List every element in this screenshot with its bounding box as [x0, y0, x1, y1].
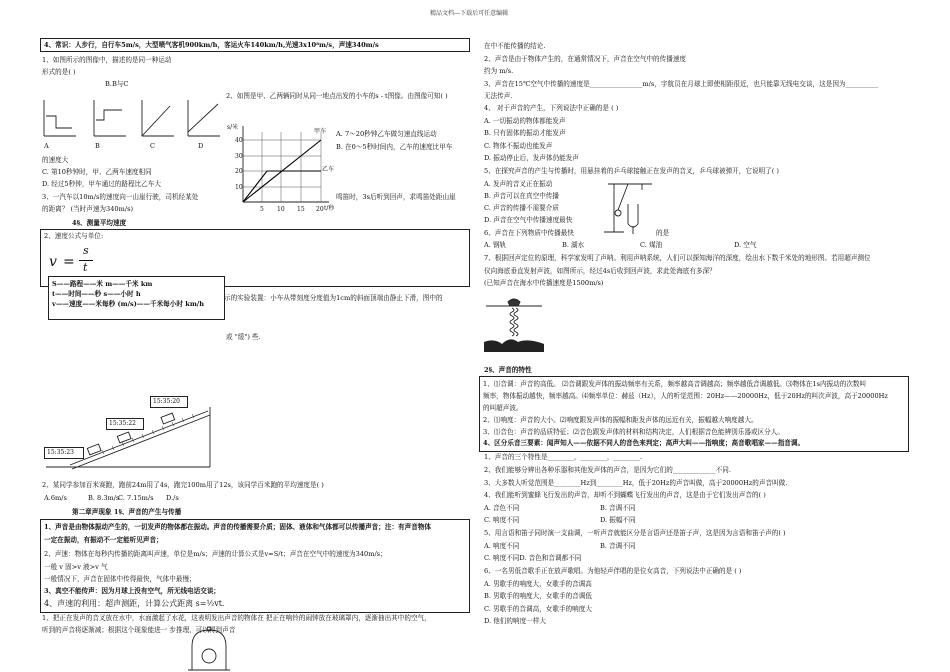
unit-line: v——速度——米每秒 (m/s)——千米每小时 km/h — [52, 300, 205, 308]
option-d: D. 声音在空气中传播速度最快 — [484, 216, 573, 224]
option-text: B.B与C — [105, 80, 129, 88]
box-line: 3、真空不能传声：因为月球上没有空气，所无线电话交谈； — [44, 587, 221, 595]
question-text: 4、我们能听到蜜蜂飞行发出的声音，却听不到蝴蝶飞行发出的声音，这是由于它们发出声音的( ) — [484, 491, 766, 499]
option-b-cont: 的速度大 — [42, 156, 69, 164]
clock-start — [150, 396, 188, 408]
option-c: C. 第10秒钟时，甲、乙两车速度相同 — [42, 168, 152, 176]
question-text: 1、声音的三个特性是________，________，________. — [484, 453, 642, 461]
option-a: A. 响度不同 — [484, 542, 520, 550]
box-line: 4、区分乐音三要素：闻声知人——依据不同人的音色来判定；高声大叫——指响度；高音歌唱家——指音调。 — [483, 439, 805, 447]
box-line: 1、⑴音调：声音的高低。 ⑵音调跟发声体的振动频率有关系，频率越高音调越高；频率越低音调越低。⑶物体在1s内振动的次数叫 — [483, 380, 867, 388]
clock-text: 15:35:22 — [109, 420, 136, 427]
option-a: A. 7～20秒钟乙车做匀速直线运动 — [336, 130, 437, 138]
question-text: 的是 — [656, 229, 670, 237]
option-d: D./s — [166, 494, 179, 502]
question-text: 7、根据回声定位的原理，科学家发明了声呐。利用声呐系统，人们可以探知海洋的深度，绘出水下数千米处的地形图。若用超声测位 — [484, 254, 871, 262]
option-a: A. 音色不同 — [484, 504, 520, 512]
question-text: 约为 m/s. — [484, 67, 514, 75]
units-box — [48, 276, 225, 320]
box-line: 频率，物体振动越快，频率越高。⑷频率单位：赫兹（Hz），人的听觉范围：20Hz——20000Hz，低于20Hz的叫次声波，高于20000Hz — [483, 392, 888, 400]
option-cd: C. 响度不同D. 音色和音调都不同 — [484, 554, 582, 562]
option-c: C. 7.15m/s — [118, 494, 154, 502]
option-d: D. 空气 — [734, 241, 757, 249]
question-text: 3、一汽车以10m/s的速度向一山崖行驶，司机经某处 — [42, 193, 199, 201]
graph-label-b: B — [95, 142, 100, 150]
svg-text:10: 10 — [277, 206, 285, 213]
common-knowledge-box — [40, 38, 470, 52]
option-c: C. 物体不振动也能发声 — [484, 142, 553, 150]
option-b: B. 在0～5秒时间内，乙车的速度比甲车 — [336, 143, 453, 151]
option-b: B. 音调不同 — [600, 542, 636, 550]
option-d: D. 振动停止后，发声体仍能发声 — [484, 154, 579, 162]
option-a: A. 男歌手的响度大，女歌手的音调高 — [484, 580, 592, 588]
option-d: D. 振幅不同 — [600, 516, 636, 524]
box-line: 一般情况下，声音在固体中传得最快，气体中最慢； — [44, 575, 196, 583]
question-text: 6、一名男低音歌手正在放声歌唱。为他轻声伴唱的是位女高音，下列说法中正确的是 ( ) — [484, 567, 742, 575]
inclined-plane-figure — [42, 395, 217, 480]
unit-line: S——路程——米 m——千米 km — [52, 280, 153, 288]
option-b: B. 声音可以在真空中传播 — [484, 192, 559, 200]
st-chart — [225, 122, 335, 222]
chart-series-yi: 乙车 — [322, 166, 335, 173]
box-line: 的叫超声波。 — [483, 404, 523, 412]
question-text: 1、如图所示的图像中，描述的是同一种运动 — [42, 56, 172, 64]
question-text: 2、我们能够分辨出各种乐器和其他发声体的声音，是因为它们的_____________不同. — [484, 466, 731, 474]
graph-label-a: A — [44, 142, 49, 150]
question-text: 2、某同学参加百米赛跑，跑前24m用了4s，跑完100m用了12s，该同学百米跑的平均速度是( ) — [42, 481, 324, 489]
svg-text:40: 40 — [235, 137, 243, 144]
formula-s: s — [83, 244, 89, 257]
box-line: 1、声音是由物体振动产生的，一切发声的物体都在振动。声音的传播需要介质；固体、液体和气体都可以传播声音；注：有声音物体 — [44, 523, 432, 531]
formula-v: v — [49, 254, 57, 270]
option-b: B. 8.3m/s — [88, 494, 120, 502]
clock-end — [44, 447, 84, 459]
option-b: B. 音调不同 — [600, 504, 636, 512]
option-b: B. 男歌手的响度大，女歌手的音调低 — [484, 592, 592, 600]
box-line: 一定在振动，有振动不一定能听见声音； — [44, 536, 163, 544]
question-text: 5、用言语和笛子同时演一支曲调，一听声音就能区分是言语声还是笛子声，这是因为言语和笛子声的( ) — [484, 529, 786, 537]
box-line: 2、声速：物体在每秒内传播的距离叫声速，单位是m/s；声速的计算公式是v=S/t；声音在空气中的速度为340m/s； — [44, 550, 387, 558]
svg-text:20: 20 — [316, 206, 324, 213]
question-text: 听到的声音将逐渐减；根据这个现象能进一 步推理，可以得到声音 — [42, 626, 236, 634]
chart-xlabel: t/秒 — [324, 205, 335, 212]
box-line: 3、⑴音色：声音的品质特征；⑵音色跟发声体的材料和结构决定，人们根据音色能辨别乐器或区分人。 — [483, 428, 784, 436]
question-text: 在中不能传播的结论. — [484, 42, 546, 50]
graph-label-c: C — [150, 142, 156, 150]
option-a: A.6m/s — [44, 494, 67, 502]
bell-jar-figure — [186, 626, 232, 672]
question-text: 2、声音是由于物体产生的，在通常情况下，声音在空气中的传播速度 — [484, 55, 687, 63]
sonar-figure — [484, 292, 544, 354]
question-text: 仪向海底垂直发射声波，如图所示，经过4s后收到回声波，求此处海底有多深？ — [484, 267, 716, 275]
question-text: 4、 对于声音的产生，下列说法中正确的是 ( ) — [484, 104, 619, 112]
unit-line: t——时间——秒 s——小时 h — [52, 290, 141, 298]
chapter-title: 第二章声现象 1§、声音的产生与传播 — [72, 508, 182, 516]
section-title: 4§、测量平均速度 — [72, 219, 127, 227]
clock-text: 15:35:23 — [47, 449, 74, 456]
question-text: 形式的是( ) — [42, 68, 76, 76]
clock-mid — [106, 418, 144, 430]
option-a: A. 一切振动的物体都能发声 — [484, 117, 566, 125]
chart-ylabel: s/米 — [227, 124, 239, 131]
formula-t: t — [83, 261, 88, 274]
svg-text:15: 15 — [297, 206, 305, 213]
svg-text:30: 30 — [235, 153, 243, 160]
svg-text:5: 5 — [260, 206, 264, 213]
page-header: 精品文档---下载后可任意编辑 — [430, 10, 509, 17]
experiment-text: 或 "缓") 些. — [226, 333, 261, 341]
question-text: 6、声音在下列物质中传播最快 — [484, 229, 574, 237]
question-text: 1、把正在发声的音叉放在水中，水面激起了水花，这表明发出声音的物体在 把正在响铃的闹钟放在玻璃罩内，逐渐抽出其中的空气， — [42, 614, 431, 622]
question-text: 鸣笛时，3s后听到回声，求鸣笛处距山崖 — [336, 193, 456, 201]
option-a: A. 钢轨 — [484, 241, 507, 249]
option-c: C. 煤油 — [640, 241, 663, 249]
question-text: 的距离？ (当时声速为340m/s) — [42, 205, 134, 213]
box-line: 2、⑴响度：声音的大小。⑵响度跟发声体的振幅和距发声体的远近有关，振幅越大响度越大。 — [483, 416, 758, 424]
svg-text:10: 10 — [235, 184, 243, 191]
common-knowledge-text: 4、常识：人步行，自行车5m/s，大型喷气客机900km/h，客运火车140km/h,光速3x10⁸m/s，声速340m/s — [44, 41, 379, 49]
svg-text:20: 20 — [235, 168, 243, 175]
chart-series-jia: 甲车 — [314, 128, 327, 135]
box-line: 4、声速的利用：超声测距，计算公式距离 s=½vt. — [44, 599, 225, 608]
option-c: C. 声音的传播不需要介质 — [484, 204, 559, 212]
question-text: 无法传声. — [484, 92, 513, 100]
option-a: A. 发声的音叉正在振动 — [484, 180, 553, 188]
question-text: 3、大多数人听觉范围是________Hz到________Hz，低于20Hz的声音叫做，高于20000Hz的声音叫做. — [484, 479, 788, 487]
option-b: B. 湖水 — [562, 241, 585, 249]
sound-characteristics-box — [479, 376, 909, 452]
option-d: D. 他们的响度一样大 — [484, 617, 546, 625]
box-title: 2、速度公式与单位: — [44, 232, 104, 240]
graph-label-d: D — [198, 142, 204, 150]
option-b: B. 只有固体的振动才能发声 — [484, 129, 566, 137]
clock-text: 15:35:20 — [153, 398, 180, 405]
formula-equals: = — [63, 254, 75, 270]
question-text: (已知声音在海水中传播速度是1500m/s) — [484, 279, 604, 287]
question-text: 5、在探究声音的产生与传播时，用悬挂着的乒乓球接触正在发声的音叉，乒乓球被弹开，它说明了( ) — [484, 167, 779, 175]
option-d: D. 经过5秒钟，甲车通过的路程比乙车大 — [42, 180, 161, 188]
tuning-fork-figure — [598, 180, 658, 236]
option-c: C. 响度不同 — [484, 516, 520, 524]
question-text: 3、声音在15℃空气中传播的速度是________________m/s，宇航员在月球上即使相距很近，也只能靠无线电交谈，这是因为__________ — [484, 80, 879, 88]
question-text: 2、如图是甲、乙两辆同时从同一地点出发的小车的s - t图像。由图像可知( ) — [226, 92, 448, 100]
option-c: C. 男歌手的音调高，女歌手的响度大 — [484, 605, 592, 613]
box-line: 一般 v 固>v 液>v 气 — [44, 563, 108, 571]
section-title: 2§、声音的特性 — [484, 366, 532, 374]
experiment-text: 示的实验装置：小车从带刻度分度值为1cm的斜面顶端由静止下滑，图中的 — [224, 294, 443, 302]
sound-production-box — [40, 519, 470, 613]
motion-graphs-figure — [38, 96, 228, 148]
